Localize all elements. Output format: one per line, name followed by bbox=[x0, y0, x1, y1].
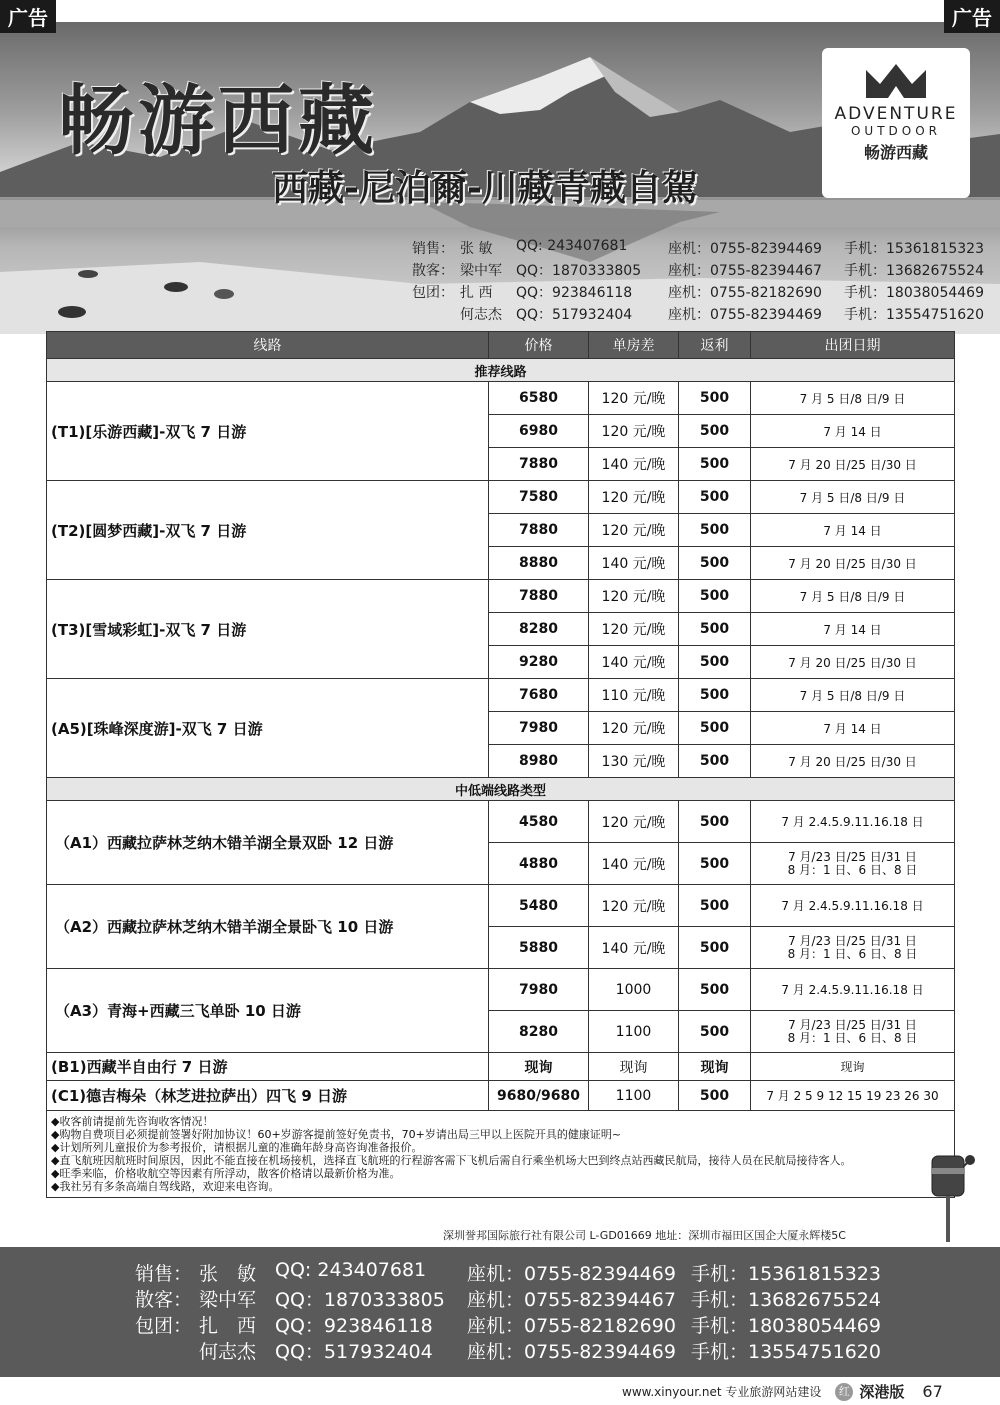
edition-name: 深港版 bbox=[859, 1383, 905, 1401]
date-cell bbox=[751, 1011, 955, 1053]
rebate-cell: 500 bbox=[679, 646, 751, 679]
contact-role bbox=[135, 1337, 199, 1363]
single-cell: 1100 bbox=[589, 1081, 679, 1111]
banner-contact-row bbox=[412, 260, 984, 282]
date-line: 7 月/23 日/25 日/31 日 bbox=[788, 849, 917, 864]
date-cell: 现询 bbox=[751, 1053, 955, 1081]
contact-qq: QQ：517932404 bbox=[275, 1341, 433, 1363]
single-cell: 120 元/晚 bbox=[589, 801, 679, 843]
price-cell: 5880 bbox=[489, 927, 589, 969]
price-cell: 5480 bbox=[489, 885, 589, 927]
price-cell: 8280 bbox=[489, 1011, 589, 1053]
price-cell: 4880 bbox=[489, 843, 589, 885]
route-name: (T3)[雪域彩虹]-双飞 7 日游 bbox=[47, 580, 489, 679]
price-cell: 4580 bbox=[489, 801, 589, 843]
note-line: ◆购物自费项目必须提前签署好附加协议！60+岁游客提前签好免责书，70+岁请出局三甲以上医院开具的健康证明~ bbox=[51, 1128, 622, 1141]
single-cell: 1000 bbox=[589, 969, 679, 1011]
single-cell: 120 元/晚 bbox=[589, 580, 679, 613]
contact-mobile: 手机：13554751620 bbox=[844, 307, 984, 323]
contact-qq: QQ：1870333805 bbox=[275, 1289, 445, 1311]
price-cell: 7880 bbox=[489, 580, 589, 613]
rebate-cell: 500 bbox=[679, 679, 751, 712]
contact-landline: 座机：0755-82394469 bbox=[467, 1341, 676, 1363]
rebate-cell: 500 bbox=[679, 885, 751, 927]
table-row bbox=[47, 679, 955, 712]
col-header-rebate: 返利 bbox=[679, 332, 751, 359]
date-line: 8 月：1 日、6 日、8 日 bbox=[787, 946, 918, 961]
mountain-logo-icon bbox=[864, 64, 928, 98]
date-line: 8 月：1 日、6 日、8 日 bbox=[787, 862, 918, 877]
rebate-cell: 现询 bbox=[679, 1053, 751, 1081]
price-cell: 7980 bbox=[489, 969, 589, 1011]
price-cell: 7580 bbox=[489, 481, 589, 514]
footer-site-text: www.xinyour.net 专业旅游网站建设 bbox=[622, 1385, 822, 1399]
contact-mobile: 手机：18038054469 bbox=[691, 1315, 881, 1337]
col-header-departure-date: 出团日期 bbox=[751, 332, 955, 359]
contact-qq: QQ：517932404 bbox=[516, 307, 633, 323]
route-name: (C1)德吉梅朵（林芝进拉萨出）四飞 9 日游 bbox=[47, 1081, 489, 1111]
table-row bbox=[47, 580, 955, 613]
rebate-cell: 500 bbox=[679, 712, 751, 745]
contact-mobile: 手机：13682675524 bbox=[844, 263, 984, 279]
contact-name: 梁中军 bbox=[199, 1289, 257, 1311]
contact-landline: 座机：0755-82394467 bbox=[668, 263, 822, 279]
date-cell: 7 月 20 日/25 日/30 日 bbox=[751, 547, 955, 580]
rebate-cell: 500 bbox=[679, 613, 751, 646]
logo-line-3: 畅游西藏 bbox=[863, 143, 928, 162]
contact-qq: QQ：1870333805 bbox=[516, 263, 642, 279]
single-cell: 1100 bbox=[589, 1011, 679, 1053]
contact-landline: 座机：0755-82394469 bbox=[467, 1263, 676, 1285]
date-cell: 7 月 2.4.5.9.11.16.18 日 bbox=[751, 801, 955, 843]
date-cell: 7 月 5 日/8 日/9 日 bbox=[751, 679, 955, 712]
contact-qq: QQ：923846118 bbox=[516, 285, 633, 301]
single-cell: 140 元/晚 bbox=[589, 547, 679, 580]
banner bbox=[0, 22, 1000, 334]
col-header-single-supplement: 单房差 bbox=[589, 332, 679, 359]
rebate-cell: 500 bbox=[679, 415, 751, 448]
company-info: 深圳誉邦国际旅行社有限公司 L-GD01669 地址：深圳市福田区国企大厦永辉楼5C bbox=[443, 1229, 846, 1242]
contact-qq: QQ: 243407681 bbox=[516, 238, 628, 254]
section-title-recommended: 推荐线路 bbox=[47, 359, 955, 382]
table-header-row bbox=[47, 332, 955, 359]
edition-badge-icon: 红 bbox=[835, 1383, 853, 1401]
note-line: ◆收客前请提前先咨询收客情况！ bbox=[51, 1115, 214, 1128]
note-line: ◆我社另有多条高端自驾线路，欢迎来电咨询。 bbox=[51, 1180, 280, 1193]
rebate-cell: 500 bbox=[679, 1011, 751, 1053]
single-cell: 140 元/晚 bbox=[589, 646, 679, 679]
contact-landline: 座机：0755-82394469 bbox=[668, 241, 822, 257]
route-name: (B1)西藏半自由行 7 日游 bbox=[47, 1053, 489, 1081]
single-cell: 130 元/晚 bbox=[589, 745, 679, 778]
date-cell: 7 月 14 日 bbox=[751, 415, 955, 448]
route-name: （A3）青海+西藏三飞单卧 10 日游 bbox=[47, 969, 489, 1053]
note-line: ◆计划所列儿童报价为参考报价，请根据儿童的准确年龄身高咨询准备报价。 bbox=[51, 1141, 423, 1154]
date-cell bbox=[751, 927, 955, 969]
date-cell: 7 月 20 日/25 日/30 日 bbox=[751, 646, 955, 679]
footer-contact-row bbox=[135, 1337, 881, 1363]
contact-mobile: 手机：13554751620 bbox=[691, 1341, 881, 1363]
contact-qq: QQ：923846118 bbox=[275, 1315, 433, 1337]
route-name: (A5)[珠峰深度游]-双飞 7 日游 bbox=[47, 679, 489, 778]
rebate-cell: 500 bbox=[679, 514, 751, 547]
price-cell: 现询 bbox=[489, 1053, 589, 1081]
price-cell: 7880 bbox=[489, 514, 589, 547]
rebate-cell: 500 bbox=[679, 547, 751, 580]
date-cell bbox=[751, 843, 955, 885]
single-cell: 120 元/晚 bbox=[589, 382, 679, 415]
price-cell: 7680 bbox=[489, 679, 589, 712]
footer-contact-row bbox=[135, 1259, 881, 1285]
single-cell: 140 元/晚 bbox=[589, 448, 679, 481]
banner-contact-row bbox=[412, 282, 984, 304]
section-row bbox=[47, 359, 955, 382]
date-cell: 7 月 2.4.5.9.11.16.18 日 bbox=[751, 885, 955, 927]
contact-role bbox=[412, 304, 460, 326]
contact-mobile: 手机：15361815323 bbox=[691, 1263, 881, 1285]
single-cell: 110 元/晚 bbox=[589, 679, 679, 712]
ad-label-right: 广告 bbox=[944, 0, 1000, 33]
rebate-cell: 500 bbox=[679, 801, 751, 843]
rebate-cell: 500 bbox=[679, 843, 751, 885]
single-cell: 140 元/晚 bbox=[589, 927, 679, 969]
date-cell: 7 月 2.4.5.9.11.16.18 日 bbox=[751, 969, 955, 1011]
notes-cell bbox=[47, 1111, 955, 1198]
rebate-cell: 500 bbox=[679, 745, 751, 778]
date-line: 7 月/23 日/25 日/31 日 bbox=[788, 933, 917, 948]
contact-role: 包团： bbox=[412, 285, 454, 301]
rebate-cell: 500 bbox=[679, 481, 751, 514]
contact-mobile: 手机：13682675524 bbox=[691, 1289, 881, 1311]
contact-role: 销售： bbox=[412, 241, 454, 257]
contact-name: 梁中军 bbox=[460, 263, 502, 279]
section-row bbox=[47, 778, 955, 801]
footer-contact-row bbox=[135, 1311, 881, 1337]
contact-landline: 座机：0755-82394467 bbox=[467, 1289, 676, 1311]
contact-name: 扎 西 bbox=[460, 285, 493, 301]
rebate-cell: 500 bbox=[679, 448, 751, 481]
logo-line-2: OUTDOOR bbox=[850, 124, 942, 138]
single-cell: 120 元/晚 bbox=[589, 613, 679, 646]
price-cell: 8980 bbox=[489, 745, 589, 778]
rebate-cell: 500 bbox=[679, 1081, 751, 1111]
single-cell: 140 元/晚 bbox=[589, 843, 679, 885]
contact-name: 何志杰 bbox=[199, 1341, 257, 1363]
contact-name: 张 敏 bbox=[460, 241, 493, 257]
page-number: 67 bbox=[922, 1382, 943, 1401]
contact-mobile: 手机：18038054469 bbox=[844, 285, 984, 301]
footer-contacts bbox=[0, 1247, 1000, 1377]
banner-contact-row bbox=[412, 238, 984, 260]
section-title-mid-range: 中低端线路类型 bbox=[47, 778, 955, 801]
contact-role: 散客： bbox=[412, 263, 454, 279]
note-line: ◆直飞航班因航班时间原因，因此不能直接在机场接机，选择直飞航班的行程游客需下飞机后需自行乘坐机场大巴到终点站西藏民航局，接待人员在民航局接待客人。 bbox=[51, 1154, 852, 1167]
rebate-cell: 500 bbox=[679, 382, 751, 415]
contact-landline: 座机：0755-82182690 bbox=[668, 285, 822, 301]
single-cell: 120 元/晚 bbox=[589, 481, 679, 514]
route-name: (T1)[乐游西藏]-双飞 7 日游 bbox=[47, 382, 489, 481]
price-cell: 7880 bbox=[489, 448, 589, 481]
banner-contact-row bbox=[412, 304, 984, 326]
date-cell: 7 月 14 日 bbox=[751, 514, 955, 547]
table-row bbox=[47, 885, 955, 927]
note-line: ◆旺季来临，价格收航空等因素有所浮动，散客价格请以最新价格为准。 bbox=[51, 1167, 401, 1180]
contact-role: 散客： bbox=[135, 1289, 193, 1311]
table-row bbox=[47, 382, 955, 415]
price-cell: 6580 bbox=[489, 382, 589, 415]
adventure-outdoor-logo bbox=[822, 48, 970, 198]
single-cell: 现询 bbox=[589, 1053, 679, 1081]
prayer-wheel-icon bbox=[924, 1146, 978, 1246]
single-cell: 120 元/晚 bbox=[589, 885, 679, 927]
contact-landline: 座机：0755-82182690 bbox=[467, 1315, 676, 1337]
single-cell: 120 元/晚 bbox=[589, 415, 679, 448]
single-cell: 120 元/晚 bbox=[589, 514, 679, 547]
footer-contact-grid bbox=[135, 1259, 881, 1363]
banner-subtitle: 西藏-尼泊爾-川藏青藏自駕 bbox=[272, 168, 698, 209]
price-cell: 6980 bbox=[489, 415, 589, 448]
date-line: 8 月：1 日、6 日、8 日 bbox=[787, 1030, 918, 1045]
rebate-cell: 500 bbox=[679, 580, 751, 613]
contact-name: 何志杰 bbox=[460, 307, 502, 323]
route-name: (T2)[圆梦西藏]-双飞 7 日游 bbox=[47, 481, 489, 580]
table-row bbox=[47, 481, 955, 514]
date-cell: 7 月 14 日 bbox=[751, 712, 955, 745]
price-cell: 9280 bbox=[489, 646, 589, 679]
col-header-price: 价格 bbox=[489, 332, 589, 359]
footer-contact-row bbox=[135, 1285, 881, 1311]
date-cell: 7 月 2 5 9 12 15 19 23 26 30 bbox=[751, 1081, 955, 1111]
route-name: （A2）西藏拉萨林芝纳木错羊湖全景卧飞 10 日游 bbox=[47, 885, 489, 969]
date-cell: 7 月 20 日/25 日/30 日 bbox=[751, 745, 955, 778]
notes-row bbox=[47, 1111, 955, 1198]
logo-line-1: ADVENTURE bbox=[834, 104, 958, 124]
date-cell: 7 月 5 日/8 日/9 日 bbox=[751, 580, 955, 613]
contact-name: 张 敏 bbox=[199, 1263, 257, 1285]
table-row bbox=[47, 801, 955, 843]
single-cell: 120 元/晚 bbox=[589, 712, 679, 745]
date-cell: 7 月 20 日/25 日/30 日 bbox=[751, 448, 955, 481]
contact-role: 包团： bbox=[135, 1315, 193, 1337]
rebate-cell: 500 bbox=[679, 969, 751, 1011]
date-cell: 7 月 5 日/8 日/9 日 bbox=[751, 481, 955, 514]
route-name: （A1）西藏拉萨林芝纳木错羊湖全景双卧 12 日游 bbox=[47, 801, 489, 885]
rebate-cell: 500 bbox=[679, 927, 751, 969]
col-header-route: 线路 bbox=[47, 332, 489, 359]
table-row bbox=[47, 969, 955, 1011]
contact-role: 销售： bbox=[135, 1263, 193, 1285]
contact-mobile: 手机：15361815323 bbox=[844, 241, 984, 257]
date-cell: 7 月 5 日/8 日/9 日 bbox=[751, 382, 955, 415]
page-footer bbox=[622, 1381, 943, 1402]
banner-title: 畅游西藏 bbox=[58, 76, 378, 165]
date-cell: 7 月 14 日 bbox=[751, 613, 955, 646]
table-row bbox=[47, 1053, 955, 1081]
route-price-table bbox=[46, 331, 955, 1198]
contact-name: 扎 西 bbox=[199, 1315, 257, 1337]
price-cell: 8880 bbox=[489, 547, 589, 580]
ad-label-left: 广告 bbox=[0, 0, 56, 33]
contact-qq: QQ: 243407681 bbox=[275, 1259, 427, 1281]
table-row bbox=[47, 1081, 955, 1111]
banner-contacts bbox=[412, 238, 984, 326]
date-line: 7 月/23 日/25 日/31 日 bbox=[788, 1017, 917, 1032]
price-cell: 9680/9680 bbox=[489, 1081, 589, 1111]
contact-landline: 座机：0755-82394469 bbox=[668, 307, 822, 323]
price-cell: 7980 bbox=[489, 712, 589, 745]
price-cell: 8280 bbox=[489, 613, 589, 646]
